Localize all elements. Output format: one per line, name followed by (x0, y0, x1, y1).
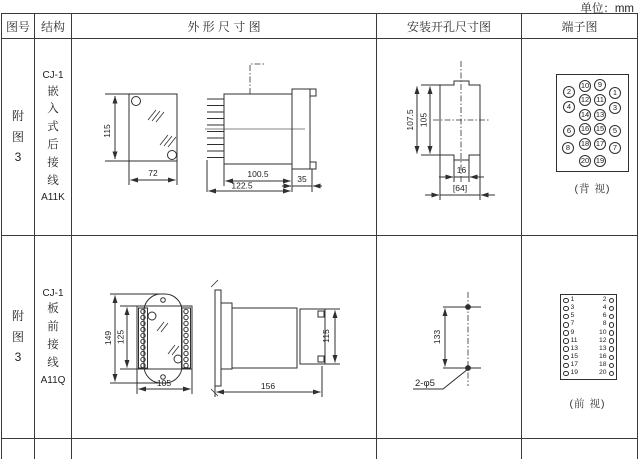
mounting-screw-icon (168, 151, 177, 160)
dimension-table (1, 13, 638, 459)
terminal-row (563, 338, 614, 345)
dim-panel: 35 (297, 174, 307, 184)
terminal-number: 13 (570, 344, 579, 352)
mounting-screw-icon (174, 355, 182, 363)
header-figure-no: 图号 (2, 14, 35, 39)
terminal-11: 11 (594, 94, 606, 106)
dim-outer-height: 107.5 (405, 109, 415, 131)
terminal-block-front-view (560, 294, 617, 380)
terminal-hole-icon (609, 330, 615, 336)
structure-line: 入 (47, 103, 59, 116)
outline-drawing-a11k (72, 39, 377, 236)
terminal-hole-icon (563, 346, 569, 352)
hole-layout (413, 292, 481, 389)
row1-figure-no (2, 39, 35, 236)
dim-depth-total: 122.5 (231, 180, 253, 191)
front-view (105, 94, 177, 185)
terminal-number: 19 (570, 369, 579, 377)
figure-char: 3 (14, 150, 22, 165)
terminal-hole-icon (563, 371, 569, 377)
terminal-number: 7 (570, 320, 575, 328)
figure-char: 图 (11, 329, 24, 344)
terminal-16: 16 (580, 124, 590, 133)
terminal-number: 17 (570, 361, 579, 368)
hatch-mark (148, 110, 164, 122)
terminal-number: 20 (598, 369, 607, 377)
terminal-row (563, 330, 614, 337)
terminal-hole-icon (609, 322, 615, 328)
terminal-9: 9 (594, 79, 606, 91)
structure-line: 前 (47, 321, 59, 334)
structure-line: CJ-1 (42, 70, 64, 82)
structure-line: A11K (41, 192, 65, 204)
figure-char: 图 (11, 129, 24, 144)
terminal-hole-icon (563, 306, 569, 312)
terminal-number: 6 (602, 312, 607, 320)
outline-drawing-a11q (72, 236, 377, 439)
terminal-row (563, 370, 614, 377)
row1-structure (35, 39, 72, 236)
terminal-number: 3 (570, 304, 575, 312)
terminal-row (563, 354, 614, 361)
structure-line: 线 (47, 174, 59, 187)
figure-char: 3 (14, 350, 22, 365)
row1-terminal-diagram (522, 39, 638, 236)
terminal-7: 7 (609, 142, 621, 154)
dim-width: 105 (156, 378, 172, 388)
header-terminal: 端子图 (522, 14, 638, 39)
dim-width: [64] (452, 183, 468, 193)
terminal-17: 17 (595, 139, 605, 148)
row2-mounting-drawing (377, 236, 522, 439)
terminal-1: 1 (609, 87, 621, 99)
row1-outline-drawing (72, 39, 377, 236)
figure-char: 附 (11, 109, 24, 124)
structure-line: A11Q (40, 374, 66, 386)
partial-row-cell (2, 439, 35, 459)
view-label-back: (背 视) (574, 183, 611, 195)
hatch-mark (160, 135, 176, 147)
dim-depth: 156 (260, 381, 276, 391)
terminal-row (563, 305, 614, 312)
terminal-15: 15 (595, 124, 605, 133)
terminal-hole-icon (563, 330, 569, 336)
terminal-hole-icon (609, 363, 615, 369)
terminal-13: 13 (595, 110, 605, 119)
terminal-2: 2 (563, 86, 575, 98)
dim-notch-width: 16 (456, 165, 467, 175)
terminal-hole-icon (609, 371, 615, 377)
terminal-number: 1 (570, 296, 575, 303)
dim-outer-height: 149 (103, 330, 113, 346)
structure-line: CJ-1 (42, 287, 64, 299)
terminal-3: 3 (609, 102, 621, 114)
terminal-hole-icon (609, 306, 615, 312)
row1-mounting-drawing (377, 39, 522, 236)
terminal-hole-icon (563, 314, 569, 320)
dim-height: 115 (321, 329, 331, 343)
terminal-14: 14 (580, 110, 590, 119)
terminal-4: 4 (563, 101, 575, 113)
terminal-number: 13 (598, 344, 607, 352)
terminal-18: 18 (580, 139, 590, 148)
terminal-row (563, 321, 614, 328)
terminal-row (563, 313, 614, 320)
terminal-hole-icon (563, 363, 569, 369)
mounting-drawing-a11q (377, 236, 522, 439)
terminal-number: 15 (570, 352, 579, 360)
terminal-strip-right (184, 309, 188, 367)
terminal-number: 11 (570, 336, 578, 344)
partial-row-cell (35, 439, 72, 459)
hatch-mark (157, 322, 168, 332)
drill-hole-icon (466, 305, 471, 310)
terminal-strip-left (141, 309, 145, 367)
dim-depth-body: 100.5 (247, 169, 269, 179)
centerline (250, 64, 264, 94)
terminal-number: 9 (570, 328, 575, 336)
terminal-block-back-view (556, 74, 629, 172)
mounting-screw-icon (148, 312, 156, 320)
terminal-hole-icon (563, 355, 569, 361)
flange-hole-icon (161, 298, 166, 303)
view-label-front: (前 视) (569, 398, 606, 410)
structure-line: 接 (47, 339, 59, 351)
terminal-5: 5 (609, 125, 621, 137)
dim-width: 72 (148, 168, 158, 178)
terminal-hole-icon (609, 338, 615, 344)
cutout-outline (417, 61, 495, 200)
terminal-number: 4 (602, 304, 607, 312)
structure-line: 嵌 (47, 85, 59, 98)
hole-spec-label: 2-φ5 (415, 378, 435, 389)
partial-row-cell (522, 439, 638, 459)
terminal-8: 8 (562, 142, 574, 154)
partial-row-cell (377, 439, 522, 459)
terminal-hole-icon (609, 314, 615, 320)
dim-spacing: 133 (432, 329, 442, 345)
terminal-number: 18 (598, 361, 607, 368)
header-structure: 结构 (35, 14, 72, 39)
structure-line: 线 (47, 356, 59, 369)
terminal-pins (207, 99, 224, 158)
mounting-drawing-a11k (377, 39, 522, 236)
terminal-number: 2 (602, 296, 607, 303)
structure-line: 式 (47, 121, 59, 134)
terminal-hole-icon (563, 322, 569, 328)
header-outline: 外 形 尺 寸 图 (72, 14, 377, 39)
terminal-hole-icon (609, 346, 615, 352)
row2-figure-no (2, 236, 35, 439)
terminal-hole-icon (563, 338, 569, 344)
header-mounting: 安装开孔尺寸图 (377, 14, 522, 39)
dim-inner-height: 105 (418, 112, 429, 128)
terminal-number: 5 (570, 312, 575, 320)
structure-line: 后 (47, 139, 59, 151)
terminal-6: 6 (563, 125, 575, 137)
terminal-12: 12 (580, 95, 590, 104)
terminal-number: 10 (598, 328, 607, 336)
terminal-20: 20 (580, 156, 590, 165)
terminal-hole-icon (609, 355, 615, 361)
partial-row-cell (72, 439, 377, 459)
dim-height: 115 (102, 124, 112, 138)
row2-terminal-diagram (522, 236, 638, 439)
figure-char: 附 (11, 309, 24, 324)
hatch-mark (168, 345, 179, 355)
terminal-row (563, 346, 614, 353)
terminal-row (563, 362, 614, 369)
row2-structure (35, 236, 72, 439)
mounting-screw-icon (132, 97, 141, 106)
terminal-10: 10 (580, 81, 590, 90)
structure-line: 接 (47, 156, 59, 169)
terminal-hole-icon (609, 298, 615, 304)
dim-inner-height: 125 (115, 329, 126, 345)
terminal-number: 8 (602, 320, 607, 328)
terminal-row (563, 297, 614, 304)
terminal-19: 19 (595, 156, 605, 165)
drill-hole-icon (466, 366, 471, 371)
terminal-number: 12 (598, 336, 607, 344)
unit-label: 单位：mm (580, 3, 634, 15)
terminal-hole-icon (563, 298, 569, 304)
row2-outline-drawing (72, 236, 377, 439)
structure-line: 板 (47, 303, 59, 316)
terminal-number: 16 (598, 352, 607, 360)
